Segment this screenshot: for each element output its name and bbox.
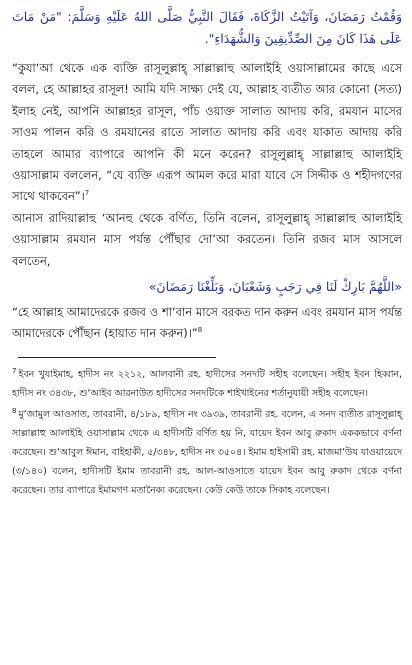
footnote-number: 7 (12, 366, 17, 375)
paragraph-text: “কুযা‘আ থেকে এক ব্যক্তি রাসূলুল্লাহ্ সাল্লাল্লাহু আলাইহি ওয়াসাল্লামের কাছে এসে বলল, হে আল্লাহর রাসূল! আমি যদি সাক্ষ্য দেই যে, আল্লাহ ব্যতীত আর কোনো (সত্য) ইলাহ নেই, আপনি আল্লাহর রাসূল, পাঁচ ওয়াক্ত সালাত আদায় করি, রমযান মাসের সাওম পালন করি ও রমযানের রাতে সালাত আদায় করি এবং যাকাত আদায় করি তাহলে আমার ব্যাপারে আপনি কী মনে করেন? রাসূলুল্লাহ্ সাল্লাল্লাহু আলাইহি ওয়াসাল্লাম বললেন, “যে ব্যক্তি এরূপ আমল করে মারা যাবে সে সিদ্দীক ও শহীদগণের সাথে থাকবেন”। (12, 61, 402, 204)
paragraph-hadith-translation (12, 58, 402, 208)
footnote-7 (12, 366, 402, 404)
footnote-divider (18, 357, 216, 358)
paragraph-text: “হে আল্লাহ আমাদেরকে রজব ও শা‘বান মাসে বরকত দান করুন এবং রমযান মাস পর্যন্ত আমাদেরকে পৌঁছান (হায়াত দান করুন)।” (12, 305, 402, 341)
paragraph-anas-narration: আনাস রাদিয়াল্লাহু ‘আনহু থেকে বর্ণিত, তিনি বলেন, রাসূলুল্লাহ্ সাল্লাল্লাহু আলাইহি ওয়াসাল্লাম রমযান মাস পর্যন্ত পৌঁছার দো‘আ করতেন। তিনি রজব মাস আসলে বলতেন, (12, 210, 402, 268)
footnote-number: 8 (12, 407, 17, 416)
paragraph-dua-translation (12, 302, 402, 345)
footnote-text: মু‘জামুল আওসাত, তাবরানী, ৪/১৮৯, হাদীস নং ৩৯৩৯, তাবরানী রহ. বলেন, এ সনদ ব্যতীত রাসূলুল্লাহ্ সাল্লাল্লাহু আলাইহি ওয়াসাল্লাম থেকে এ হাদীসটি বর্ণিত হয় নি, যায়েদ ইবন আবু রুকাদ এককভাবে বর্ণনা করেছেন। শু‘আবুল ঈমান, বাইহাকী, ৫/৩৪৮, হাদীস নং ৩৫০৪। ইমাম হাইসামী রহ. মাজমা‘উয যাওয়ায়েদে (৩/১৪০) বলেন, হাদীসটি ইমাম তাবরানী রহ. আল-আওসাতে যায়েদ ইবন আবু রুকাদ থেকে বর্ণনা করেছেন। তার ব্যাপারে ইমামগণ মতানৈক্য করেছেন। কেউ কেউ তাকে সিকাহ বলেছেন। (12, 409, 402, 496)
footnote-ref-7[interactable]: 7 (84, 189, 90, 198)
footnote-8 (12, 406, 402, 500)
arabic-hadith-text: وَقُمْتُ رَمَضَانَ، وَآتَيْتُ الزَّكَاةَ، فَقَالَ النَّبِيُّ صَلَّى اللهُ عَلَيْهِ وَسَلَّمَ: "مَنْ مَاتَ عَلَى هَذَا كَانَ مِنَ الصِّدِّيقِينَ وَالشُّهَدَاءِ". (12, 9, 402, 46)
footnote-ref-8[interactable]: 8 (197, 326, 203, 335)
footnote-text: ইবন খুযাইমাহ, হাদীস নং ২২১২, আলবানী রহ. হাদীসের সনদটি সহীহ বলেছেন। সহীহ ইবন হিব্বান, হাদীস নং ৩৪৩৮, শু‘আইব আরনাউত হাদীসের সনদটিকে শাইখাইনের শর্তানুযায়ী সহীহ বলেছেন। (12, 368, 402, 399)
arabic-dua-text: «اللَّهُمَّ بَارِكْ لَنَا فِي رَجَبٍ وَشَعْبَانَ، وَبَلِّغْنَا رَمَضَانَ» (148, 279, 402, 295)
